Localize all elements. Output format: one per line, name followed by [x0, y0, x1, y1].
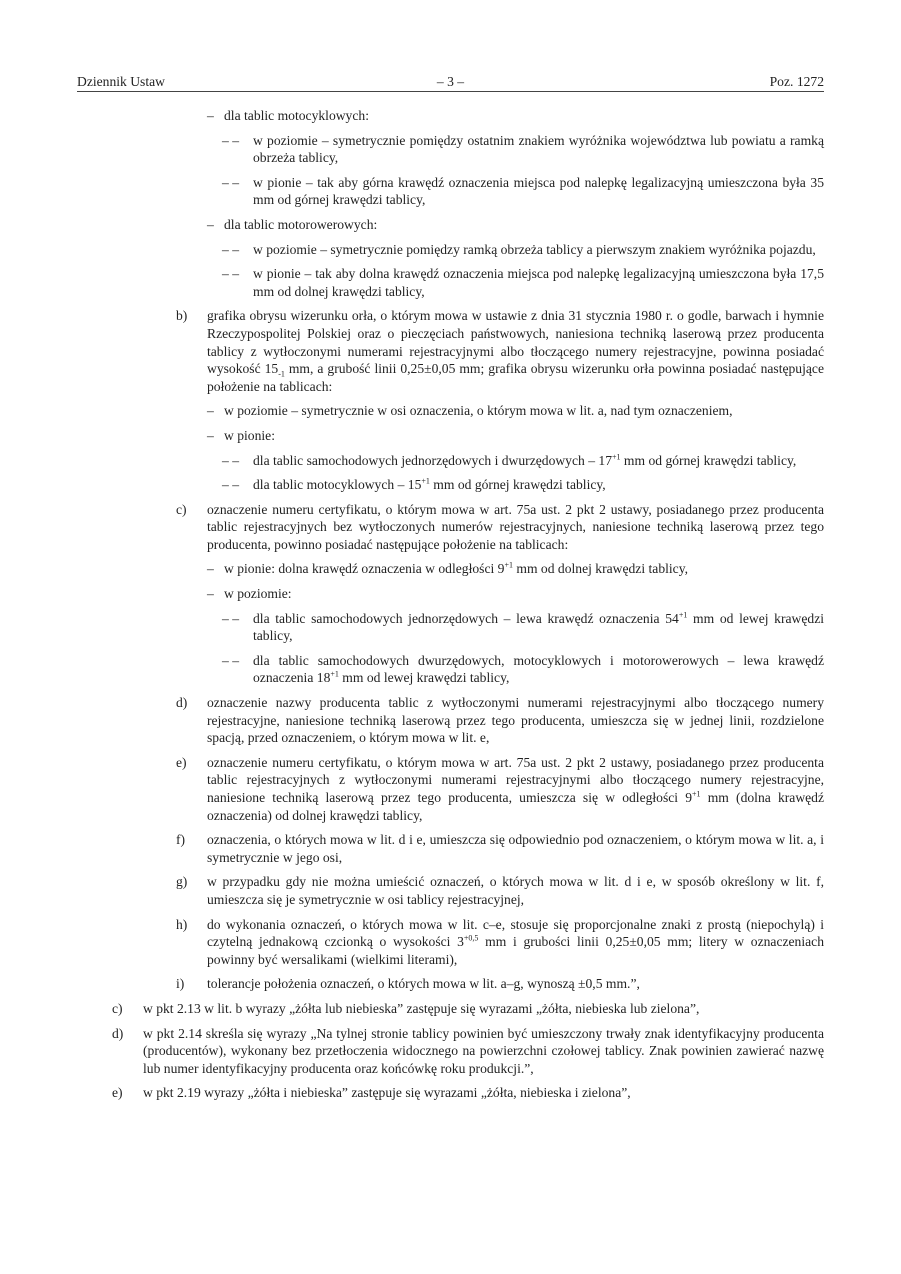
list-item-outer-d: [112, 1025, 824, 1078]
superscript: +1: [421, 476, 430, 486]
list-item-d: [176, 694, 824, 747]
item-text: [207, 307, 824, 395]
text-part: w pionie: dolna krawędź oznaczenia w odległości 9: [224, 561, 505, 577]
list-item-i: [176, 975, 824, 993]
item-text: [224, 560, 824, 578]
position-number: Poz. 1272: [769, 74, 824, 89]
superscript: +1: [678, 610, 688, 620]
list-item-g: [176, 873, 824, 908]
text-part: dla tablic samochodowych dwurzędowych, motocyklowych i motorowerowych – lewa krawędź oznaczenia 18: [253, 652, 824, 686]
letter-marker: g): [176, 874, 188, 890]
letter-marker: b): [176, 308, 188, 324]
double-dash-marker: – –: [222, 132, 239, 148]
item-text: w pkt 2.14 skreśla się wyrazy „Na tylnej stronie tablicy powinien być umieszczony trwały znak identyfikacyjny producenta (producentów), wykonany bez przetłoczenia widocznego na powierzchni czołowej tablicy. Znak powinien zawierać nazwę lub numer identyfikacyjny producenta oraz końcówkę roku produkcji.”,: [143, 1025, 824, 1076]
item-text: [253, 652, 824, 687]
item-text: dla tablic motorowerowych:: [224, 216, 378, 232]
list-item-c-poziom-jedno: [222, 610, 824, 645]
letter-marker: e): [176, 754, 187, 770]
double-dash-marker: – –: [222, 652, 239, 668]
superscript: +0,5: [463, 933, 479, 943]
list-item-outer-e: [112, 1084, 824, 1102]
item-text: oznaczenie nazwy producenta tablic z wytłoczonymi numerami rejestracyjnymi albo tłoczącego numery rejestracyjne, naniesione techniką laserową przez tego producenta, umieszcza się w jednej linii, rozdzielone spacją, przed oznaczeniem, o którym mowa w lit. e,: [207, 695, 824, 746]
item-text: dla tablic motocyklowych:: [224, 108, 369, 123]
list-item-b-pion: [207, 427, 824, 445]
list-item-e: [176, 754, 824, 824]
text-part: dla tablic motocyklowych – 15: [253, 477, 422, 493]
item-text: w poziomie – symetrycznie pomiędzy ostatnim znakiem wyróżnika województwa lub powiatu a ramką obrzeża tablicy,: [253, 132, 824, 166]
dash-marker: –: [207, 427, 214, 443]
item-text: [253, 476, 824, 494]
list-item-h: [176, 916, 824, 969]
item-text: w pionie – tak aby dolna krawędź oznaczenia miejsca pod nalepkę legalizacyjną umieszczona była 17,5 mm od dolnej krawędzi tablicy,: [253, 266, 824, 299]
journal-title: Dziennik Ustaw: [77, 74, 165, 89]
dash-marker: –: [207, 403, 214, 419]
item-text: w poziomie:: [224, 586, 292, 602]
page-number: – 3 –: [436, 74, 465, 89]
superscript: +1: [612, 451, 621, 461]
item-text: w pionie – tak aby górna krawędź oznaczenia miejsca pod nalepkę legalizacyjną umieszczona była 35 mm od górnej krawędzi tablicy,: [253, 174, 824, 208]
text-part: mm od górnej krawędzi tablicy,: [620, 452, 797, 468]
list-item-f: [176, 831, 824, 866]
page-header: [77, 73, 824, 92]
item-text: [253, 610, 824, 645]
letter-marker: c): [112, 1000, 123, 1016]
list-item-c-poziom-dwu: [222, 652, 824, 687]
letter-marker: h): [176, 916, 188, 932]
item-text: w poziomie – symetrycznie pomiędzy ramką obrzeża tablicy a pierwszym znakiem wyróżnika pojazdu,: [253, 241, 816, 257]
letter-marker: e): [112, 1085, 123, 1101]
text-part: grafika obrysu wizerunku orła, o którym mowa w ustawie z dnia 31 stycznia 1980 r. o godle, barwach i hymnie Rzeczypospolitej Polskiej oraz o pieczęciach państwowych, naniesiona techniką laserową przez producenta tablicy z wytłoczonymi numerami rejestracyjnymi albo tłoczącego numery rejestracyjne, powinna posiadać wysokość 15: [207, 308, 824, 377]
text-part: mm (dolna krawędź oznaczenia) od dolnej krawędzi tablicy,: [207, 790, 825, 823]
double-dash-marker: – –: [222, 610, 239, 626]
list-item-motocykle: [207, 107, 824, 125]
text-part: mm od lewej krawędzi tablicy,: [253, 610, 824, 644]
subscript: -1: [278, 369, 285, 379]
text-part: mm od lewej krawędzi tablicy,: [338, 670, 510, 686]
letter-marker: d): [176, 695, 188, 711]
list-item-b-pion-sam: [222, 452, 824, 470]
list-item-outer-c: [112, 1000, 824, 1018]
letter-marker: f): [176, 832, 186, 848]
item-text: [207, 916, 824, 969]
double-dash-marker: – –: [222, 452, 239, 468]
superscript: +1: [692, 789, 701, 799]
text-part: mm i grubości linii 0,25±0,05 mm; litery w oznaczeniach powinny być wersalikami (wielkimi literami),: [207, 934, 824, 967]
item-text: oznaczenia, o których mowa w lit. d i e, umieszcza się odpowiednio pod oznaczeniem, o którym mowa w lit. a, i symetrycznie w jego osi,: [207, 832, 824, 865]
item-text: tolerancje położenia oznaczeń, o których mowa w lit. a–g, wynoszą ±0,5 mm.”,: [207, 976, 640, 992]
double-dash-marker: – –: [222, 477, 239, 493]
text-part: mm od górnej krawędzi tablicy,: [429, 477, 606, 493]
text-part: dla tablic samochodowych jednorzędowych – lewa krawędź oznaczenia 54: [253, 610, 679, 626]
list-item-motocykle-poziom: [222, 132, 824, 167]
list-item-b-poziom: [207, 402, 824, 420]
list-item-motorowery-poziom: [222, 241, 824, 259]
dash-marker: –: [207, 216, 214, 232]
list-item-motorowery: [207, 216, 824, 234]
superscript: +1: [330, 669, 339, 679]
list-item-motocykle-pion: [222, 174, 824, 209]
text-part: dla tablic samochodowych jednorzędowych i dwurzędowych – 17: [253, 452, 612, 468]
letter-marker: i): [176, 976, 185, 992]
letter-marker: d): [112, 1025, 124, 1041]
item-text: oznaczenie numeru certyfikatu, o którym mowa w art. 75a ust. 2 pkt 2 ustawy, posiadanego przez producenta tablic rejestracyjnych bez wytłoczonych numerów rejestracyjnych, naniesione techniką laserową przez tego producenta, powinno posiadać następujące położenie na tablicach:: [207, 501, 824, 552]
dash-marker: –: [207, 586, 214, 602]
item-text: [207, 754, 824, 824]
list-item-b-pion-moto: [222, 476, 824, 494]
double-dash-marker: – –: [222, 266, 239, 282]
list-item-c: [176, 501, 824, 554]
list-item-motorowery-pion: [222, 265, 824, 300]
text-part: mm od dolnej krawędzi tablicy,: [512, 561, 689, 577]
double-dash-marker: – –: [222, 241, 239, 257]
item-text: [253, 452, 824, 470]
document-body: [0, 107, 901, 1109]
text-part: mm, a grubość linii 0,25±0,05 mm; grafika obrysu wizerunku orła powinna posiadać następujące położenie na tablicach:: [207, 361, 824, 394]
text-part: do wykonania oznaczeń, o których mowa w lit. c–e, stosuje się proporcjonalne znaki z prostą (niepochylą) i czytelną jednakową czcionką o wysokości 3: [207, 916, 824, 950]
letter-marker: c): [176, 501, 187, 517]
item-text: w pkt 2.13 w lit. b wyrazy „żółta lub niebieska” zastępuje się wyrazami „żółta, niebieska lub zielona”,: [143, 1000, 700, 1016]
double-dash-marker: – –: [222, 174, 239, 190]
list-item-c-pion: [207, 560, 824, 578]
list-item-c-poziom: [207, 585, 824, 603]
item-text: w pionie:: [224, 427, 275, 443]
dash-marker: –: [207, 561, 214, 577]
item-text: w przypadku gdy nie można umieścić oznaczeń, o których mowa w lit. d i e, w sposób określony w lit. f, umieszcza się je symetrycznie w osi tablicy rejestracyjnej,: [207, 874, 824, 907]
superscript: +1: [504, 560, 513, 570]
text-part: oznaczenie numeru certyfikatu, o którym mowa w art. 75a ust. 2 pkt 2 ustawy, posiadanego przez producenta tablic rejestracyjnych z wytłoczonymi numerami rejestracyjnymi albo tłoczącego numery rejestracyjne, naniesione techniką laserową przez tego producenta, umieszcza się w odległości 9: [207, 754, 824, 805]
item-text: w pkt 2.19 wyrazy „żółta i niebieska” zastępuje się wyrazami „żółta, niebieska i zielona”,: [143, 1085, 631, 1101]
dash-marker: –: [207, 108, 214, 123]
list-item-b: [176, 307, 824, 395]
item-text: w poziomie – symetrycznie w osi oznaczenia, o którym mowa w lit. a, nad tym oznaczeniem,: [224, 403, 733, 419]
